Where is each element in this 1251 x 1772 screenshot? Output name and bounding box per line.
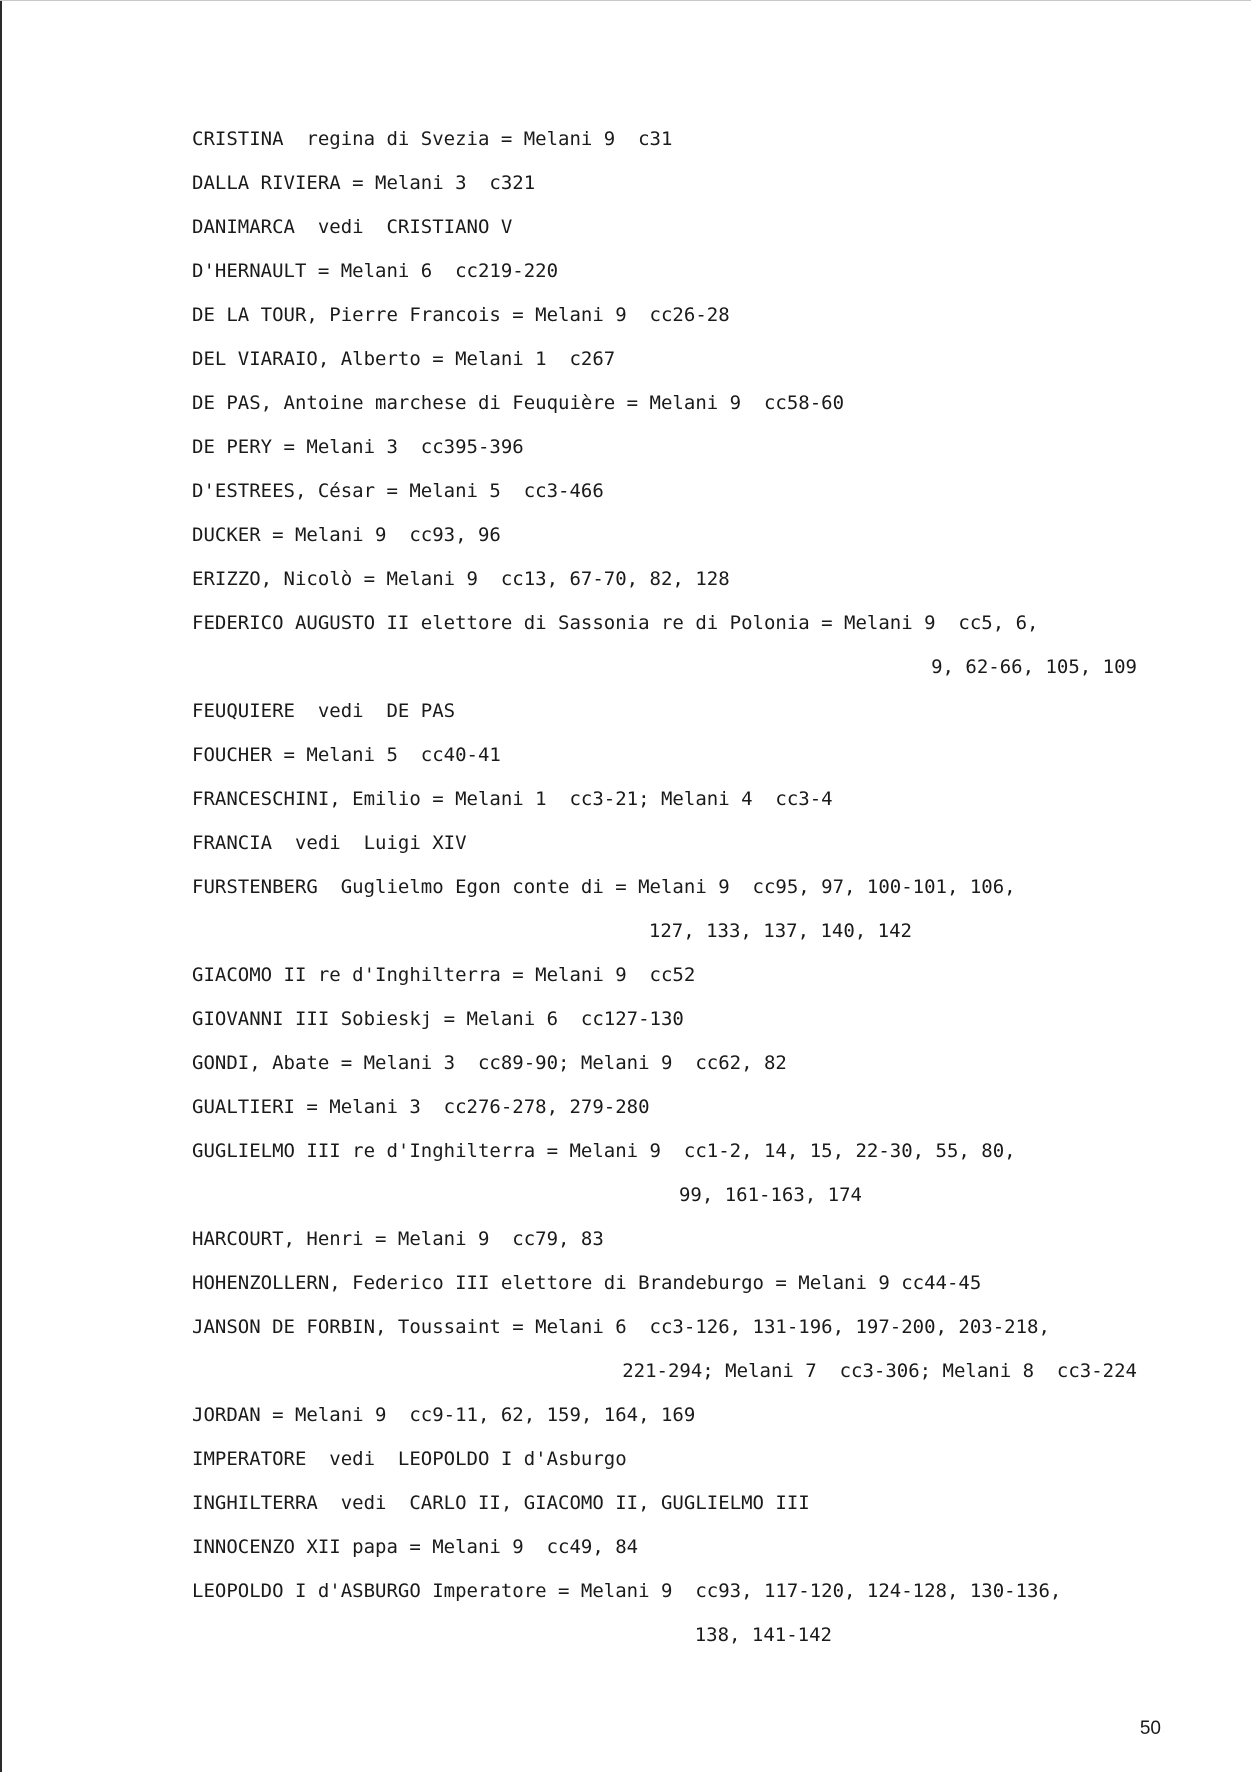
- index-entry: [192, 1272, 1192, 1294]
- index-entry: [192, 1140, 1192, 1206]
- index-entry-text: IMPERATORE vedi LEOPOLDO I d'Asburgo: [192, 1448, 627, 1470]
- index-entry: [192, 216, 1192, 238]
- index-entry-text: DUCKER = Melani 9 cc93, 96: [192, 524, 501, 546]
- index-entry: [192, 1228, 1192, 1250]
- index-entry: [192, 1536, 1192, 1558]
- index-entry-text: GUALTIERI = Melani 3 cc276-278, 279-280: [192, 1096, 650, 1118]
- index-entry: [192, 788, 1192, 810]
- index-entry-text: FURSTENBERG Guglielmo Egon conte di = Melani 9 cc95, 97, 100-101, 106,: [192, 876, 1016, 898]
- index-entry-text: HOHENZOLLERN, Federico III elettore di Brandeburgo = Melani 9 cc44-45: [192, 1272, 982, 1294]
- index-entry: [192, 568, 1192, 590]
- index-entry-text: FRANCIA vedi Luigi XIV: [192, 832, 467, 854]
- index-entry-text: DE LA TOUR, Pierre Francois = Melani 9 cc26-28: [192, 304, 730, 326]
- index-entry: [192, 1404, 1192, 1426]
- index-entry-text: D'HERNAULT = Melani 6 cc219-220: [192, 260, 559, 282]
- index-entry-text: DE PAS, Antoine marchese di Feuquière = Melani 9 cc58-60: [192, 392, 845, 414]
- index-entry-text: FOUCHER = Melani 5 cc40-41: [192, 744, 501, 766]
- index-entry: [192, 832, 1192, 854]
- index-entry-text: GONDI, Abate = Melani 3 cc89-90; Melani 9 cc62, 82: [192, 1052, 787, 1074]
- index-entry-text: DE PERY = Melani 3 cc395-396: [192, 436, 524, 458]
- index-entry: [192, 1096, 1192, 1118]
- index-entry-text: HARCOURT, Henri = Melani 9 cc79, 83: [192, 1228, 604, 1250]
- index-entry-text: DANIMARCA vedi CRISTIANO V: [192, 216, 513, 238]
- index-entry-continuation: 9, 62-66, 105, 109: [931, 656, 1137, 678]
- index-entries: [192, 128, 1192, 1668]
- index-entry-continuation: 221-294; Melani 7 cc3-306; Melani 8 cc3-224: [622, 1360, 1137, 1382]
- index-entry-text: ERIZZO, Nicolò = Melani 9 cc13, 67-70, 82, 128: [192, 568, 730, 590]
- index-entry-text: FEUQUIERE vedi DE PAS: [192, 700, 456, 722]
- index-entry-text: FRANCESCHINI, Emilio = Melani 1 cc3-21; Melani 4 cc3-4: [192, 788, 833, 810]
- index-entry-text: GUGLIELMO III re d'Inghilterra = Melani 9 cc1-2, 14, 15, 22-30, 55, 80,: [192, 1140, 1016, 1162]
- index-entry: [192, 128, 1192, 150]
- index-entry-continuation: 138, 141-142: [694, 1624, 832, 1646]
- index-entry: [192, 1052, 1192, 1074]
- index-entry: [192, 392, 1192, 414]
- index-entry: [192, 524, 1192, 546]
- index-entry: [192, 1448, 1192, 1470]
- index-entry: [192, 172, 1192, 194]
- index-entry-text: D'ESTREES, César = Melani 5 cc3-466: [192, 480, 604, 502]
- index-entry: [192, 1580, 1192, 1646]
- index-entry-text: INNOCENZO XII papa = Melani 9 cc49, 84: [192, 1536, 639, 1558]
- index-entry-text: DEL VIARAIO, Alberto = Melani 1 c267: [192, 348, 616, 370]
- index-entry: [192, 1316, 1192, 1382]
- index-entry-continuation: 99, 161-163, 174: [678, 1184, 862, 1206]
- index-entry-text: JANSON DE FORBIN, Toussaint = Melani 6 cc3-126, 131-196, 197-200, 203-218,: [192, 1316, 1050, 1338]
- index-entry: [192, 744, 1192, 766]
- index-entry-text: JORDAN = Melani 9 cc9-11, 62, 159, 164, 169: [192, 1404, 696, 1426]
- index-entry: [192, 1008, 1192, 1030]
- index-entry-text: INGHILTERRA vedi CARLO II, GIACOMO II, GUGLIELMO III: [192, 1492, 810, 1514]
- index-entry: [192, 304, 1192, 326]
- index-entry: [192, 876, 1192, 942]
- page-left-edge: [0, 0, 2, 1772]
- index-entry-continuation: 127, 133, 137, 140, 142: [648, 920, 912, 942]
- index-entry-text: FEDERICO AUGUSTO II elettore di Sassonia re di Polonia = Melani 9 cc5, 6,: [192, 612, 1039, 634]
- page-top-edge: [0, 0, 1251, 1]
- index-entry: [192, 480, 1192, 502]
- index-entry: [192, 348, 1192, 370]
- index-entry: [192, 436, 1192, 458]
- index-entry-text: DALLA RIVIERA = Melani 3 c321: [192, 172, 536, 194]
- index-entry-text: LEOPOLDO I d'ASBURGO Imperatore = Melani 9 cc93, 117-120, 124-128, 130-136,: [192, 1580, 1062, 1602]
- page-number: 50: [1139, 1718, 1161, 1739]
- index-entry: [192, 260, 1192, 282]
- index-entry: [192, 1492, 1192, 1514]
- index-entry-text: GIOVANNI III Sobieskj = Melani 6 cc127-130: [192, 1008, 684, 1030]
- index-entry-text: GIACOMO II re d'Inghilterra = Melani 9 cc52: [192, 964, 696, 986]
- index-entry: [192, 612, 1192, 678]
- index-entry: [192, 964, 1192, 986]
- index-entry-text: CRISTINA regina di Svezia = Melani 9 c31: [192, 128, 673, 150]
- index-entry: [192, 700, 1192, 722]
